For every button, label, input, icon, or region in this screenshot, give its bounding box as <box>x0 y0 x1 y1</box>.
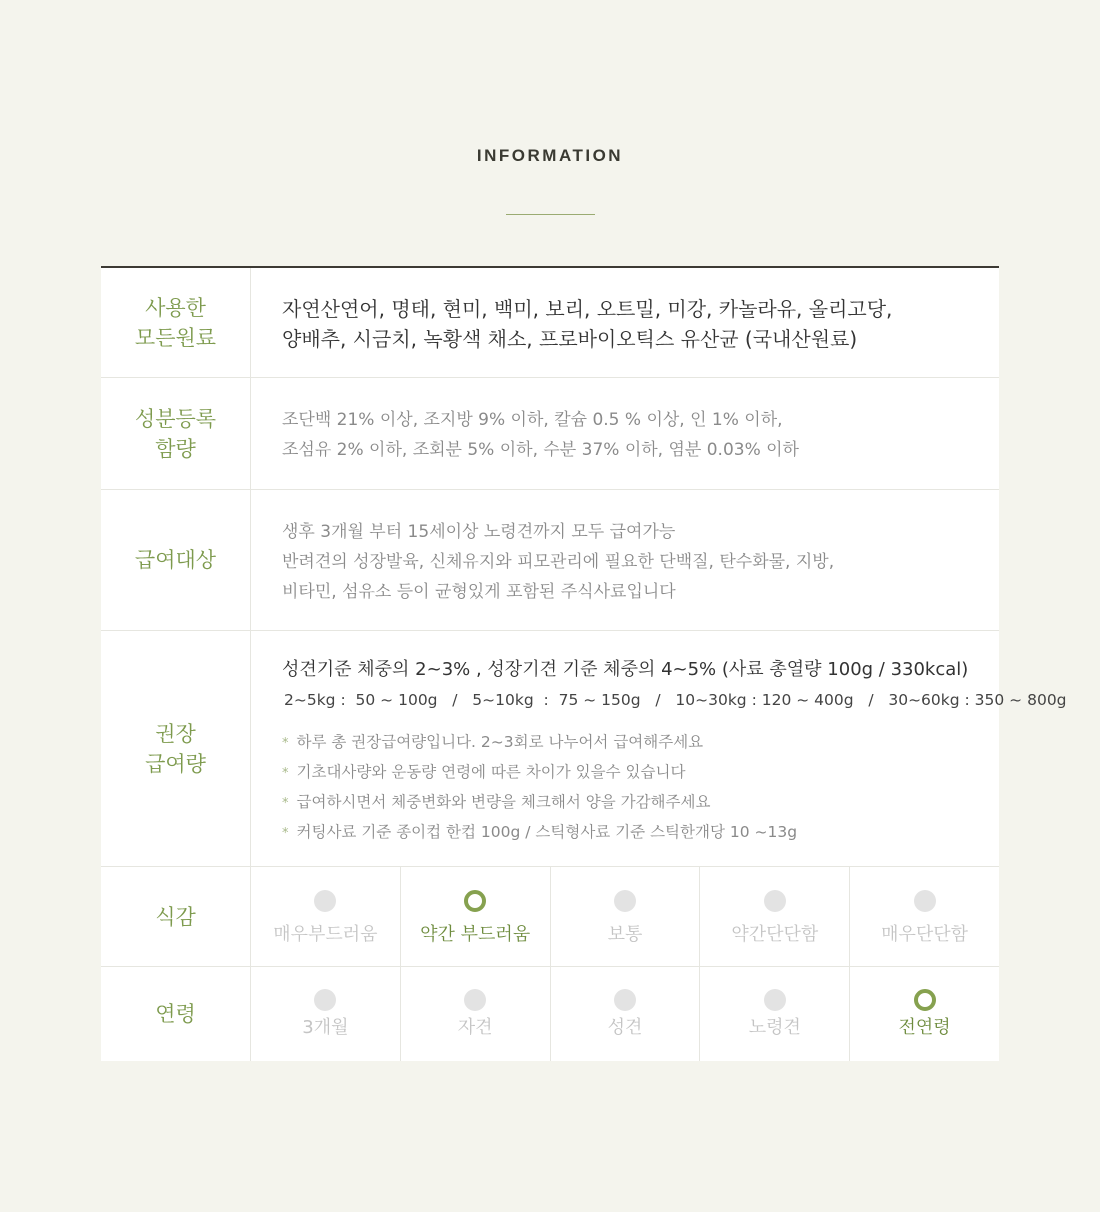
note-item <box>282 788 1067 818</box>
target-text <box>251 490 999 630</box>
row-feeding <box>101 631 1067 867</box>
radio-dot-icon <box>764 989 786 1011</box>
radio-dot-icon <box>614 989 636 1011</box>
text-line: 조섬유 2% 이하, 조회분 5% 이하, 수분 37% 이하, 염분 0.03% 이하 <box>282 440 799 460</box>
option-label: 약간단단함 <box>731 923 819 945</box>
note-item <box>282 728 1067 758</box>
age-scale <box>251 967 999 1061</box>
row-label-feeding: 권장 급여량 <box>101 631 251 866</box>
ingredients-text <box>251 268 999 377</box>
feeding-notes <box>282 728 1067 848</box>
text-line: 조단백 21% 이상, 조지방 9% 이하, 칼슘 0.5 % 이상, 인 1% 이하, <box>282 410 783 430</box>
texture-option <box>850 867 999 966</box>
radio-dot-icon <box>464 890 486 912</box>
asterisk-icon: * <box>282 796 289 811</box>
texture-option <box>551 867 701 966</box>
feeding-text <box>251 631 1067 866</box>
radio-dot-icon <box>614 890 636 912</box>
feeding-amounts: 2~5kg : 50 ~ 100g / 5~10kg : 75 ~ 150g / 10~30kg : 120 ~ 400g / 30~60kg : 350 ~ 800g <box>284 691 1067 709</box>
option-label: 자견 <box>457 1017 493 1038</box>
text-line: 비타민, 섬유소 등이 균형있게 포함된 주식사료입니다 <box>282 582 676 602</box>
text-line: 생후 3개월 부터 15세이상 노령견까지 모두 급여가능 <box>282 522 676 542</box>
row-label-ingredients: 사용한 모든원료 <box>101 268 251 377</box>
option-label: 3개월 <box>302 1017 349 1038</box>
texture-option <box>700 867 850 966</box>
age-option <box>551 967 701 1061</box>
asterisk-icon: * <box>282 736 289 751</box>
row-texture <box>101 867 999 967</box>
texture-scale <box>251 867 999 966</box>
note-text: 급여하시면서 체중변화와 변량을 체크해서 양을 가감해주세요 <box>296 793 711 811</box>
option-label: 성견 <box>607 1017 643 1038</box>
asterisk-icon: * <box>282 766 289 781</box>
text-line: 양배추, 시금치, 녹황색 채소, 프로바이오틱스 유산균 (국내산원료) <box>282 327 858 351</box>
radio-dot-icon <box>914 989 936 1011</box>
age-option <box>700 967 850 1061</box>
asterisk-icon: * <box>282 826 289 841</box>
option-label: 약간 부드러움 <box>420 923 531 945</box>
row-label-age: 연령 <box>101 967 251 1061</box>
row-ingredients <box>101 268 999 378</box>
row-label-target: 급여대상 <box>101 490 251 630</box>
radio-dot-icon <box>764 890 786 912</box>
info-table <box>101 266 1067 1061</box>
option-label: 매우부드러움 <box>273 923 378 945</box>
row-label-texture: 식감 <box>101 867 251 966</box>
note-text: 하루 총 권장급여량입니다. 2~3회로 나누어서 급여해주세요 <box>296 733 704 751</box>
feeding-main: 성견기준 체중의 2~3% , 성장기견 기준 체중의 4~5% (사료 총열량 100g / 330kcal) <box>282 659 969 680</box>
row-composition <box>101 378 999 490</box>
texture-option <box>401 867 551 966</box>
radio-dot-icon <box>464 989 486 1011</box>
text-line: 자연산연어, 명태, 현미, 백미, 보리, 오트밀, 미강, 카놀라유, 올리고당, <box>282 297 893 321</box>
age-option <box>850 967 999 1061</box>
text-line: 반려견의 성장발육, 신체유지와 피모관리에 필요한 단백질, 탄수화물, 지방, <box>282 552 835 572</box>
texture-option <box>251 867 401 966</box>
radio-dot-icon <box>314 890 336 912</box>
row-label-composition: 성분등록 함량 <box>101 378 251 489</box>
radio-dot-icon <box>314 989 336 1011</box>
note-text: 커팅사료 기준 종이컵 한컵 100g / 스틱형사료 기준 스틱한개당 10 ~13g <box>296 823 798 841</box>
option-label: 매우단단함 <box>881 923 969 945</box>
title-divider <box>506 214 595 215</box>
option-label: 노령견 <box>748 1017 801 1038</box>
note-item <box>282 758 1067 788</box>
composition-text <box>251 378 999 489</box>
note-text: 기초대사량와 운동량 연령에 따른 차이가 있을수 있습니다 <box>296 763 686 781</box>
row-target <box>101 490 999 631</box>
radio-dot-icon <box>914 890 936 912</box>
age-option <box>401 967 551 1061</box>
row-age <box>101 967 999 1061</box>
option-label: 보통 <box>607 923 643 945</box>
age-option <box>251 967 401 1061</box>
note-item <box>282 818 1067 848</box>
section-title: INFORMATION <box>476 146 624 165</box>
option-label: 전연령 <box>898 1017 951 1038</box>
